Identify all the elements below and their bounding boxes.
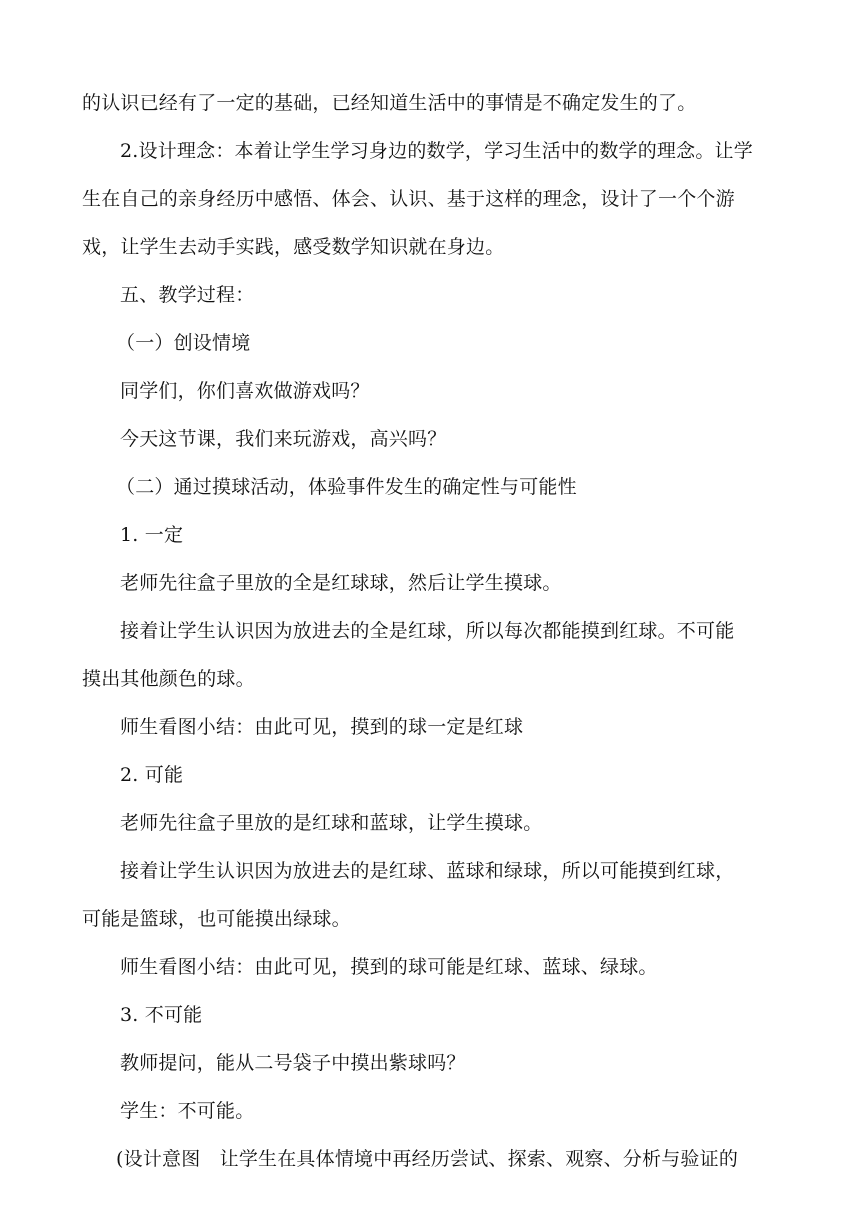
text-line: 同学们，你们喜欢做游戏吗？ <box>120 380 370 402</box>
text-line: 师生看图小结：由此可见，摸到的球一定是红球 <box>120 716 524 738</box>
text-line: 师生看图小结：由此可见，摸到的球可能是红球、蓝球、绿球。 <box>120 956 658 978</box>
subsection-heading: （一）创设情境 <box>116 332 251 354</box>
text-line: 生在自己的亲身经历中感悟、体会、认识、基于这样的理念，设计了一个个游 <box>82 188 735 210</box>
text-line: 今天这节课，我们来玩游戏，高兴吗？ <box>120 428 447 450</box>
text-line: 老师先往盒子里放的全是红球球，然后让学生摸球。 <box>120 572 562 594</box>
item-heading: 1. 一定 <box>120 524 184 546</box>
text-line: 学生：不可能。 <box>120 1100 255 1122</box>
text-line: 可能是篮球，也可能摸出绿球。 <box>82 908 351 930</box>
item-heading: 2. 可能 <box>120 764 184 786</box>
text-line: 教师提问，能从二号袋子中摸出紫球吗？ <box>120 1052 466 1074</box>
item-heading: 3. 不可能 <box>120 1004 203 1026</box>
text-line: 戏，让学生去动手实践，感受数学知识就在身边。 <box>82 236 505 258</box>
section-heading: 五、教学过程： <box>120 284 255 306</box>
text-line: 摸出其他颜色的球。 <box>82 668 255 690</box>
text-line: (设计意图 让学生在具体情境中再经历尝试、探索、观察、分析与验证的 <box>116 1148 739 1170</box>
text-line: 老师先往盒子里放的是红球和蓝球，让学生摸球。 <box>120 812 543 834</box>
text-line: 接着让学生认识因为放进去的全是红球，所以每次都能摸到红球。不可能 <box>120 620 735 642</box>
text-line: 2.设计理念：本着让学生学习身边的数学，学习生活中的数学的理念。让学 <box>120 140 753 162</box>
text-line: 的认识已经有了一定的基础，已经知道生活中的事情是不确定发生的了。 <box>82 92 697 114</box>
text-line: 接着让学生认识因为放进去的是红球、蓝球和绿球，所以可能摸到红球， <box>120 860 735 882</box>
subsection-heading: （二）通过摸球活动，体验事件发生的确定性与可能性 <box>116 476 577 498</box>
